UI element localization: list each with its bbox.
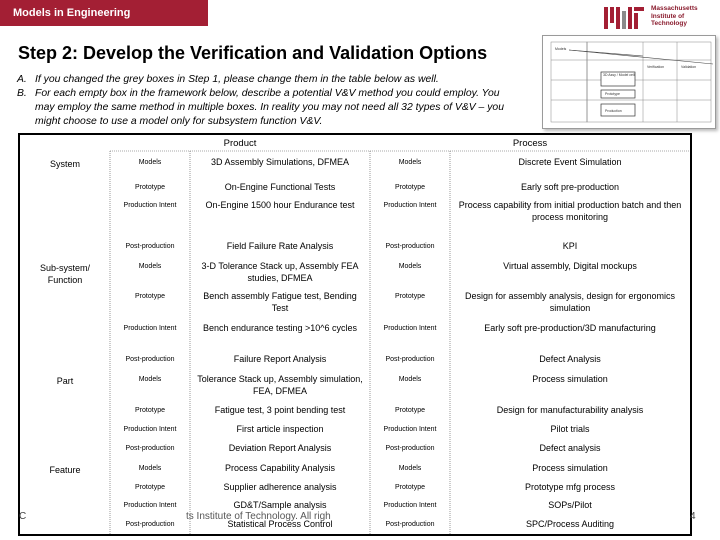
framework-thumbnail: [542, 35, 716, 129]
stage-label: Prototype: [135, 407, 165, 414]
stage-label: Models: [138, 376, 162, 383]
page-number: 4: [690, 511, 696, 522]
stage-label: Production Intent: [383, 325, 437, 332]
framework-thumbnail-image: [543, 36, 715, 128]
thumb-label: Production: [605, 109, 622, 113]
mit-logo-icon: [604, 7, 644, 29]
thumb-label: Models: [555, 47, 567, 51]
column-header-process: Process: [512, 138, 548, 149]
instruction-label: B.: [17, 88, 27, 99]
product-vv-cell[interactable]: Bench endurance testing >10^6 cycles: [202, 323, 358, 333]
stage-label: Post-production: [125, 521, 175, 528]
product-vv-cell[interactable]: Process Capability Analysis: [224, 463, 336, 473]
process-vv-cell[interactable]: Early soft pre-production/3D manufacturing: [484, 323, 656, 333]
stage-label: Models: [398, 465, 422, 472]
instruction-b: [17, 87, 517, 129]
stage-label: Production Intent: [123, 502, 177, 509]
section-tag: Models in Engineering: [0, 0, 208, 26]
product-vv-cell[interactable]: First article inspection: [236, 424, 324, 434]
column-header-product: Product: [223, 138, 257, 149]
instruction-label: A.: [17, 74, 27, 85]
product-vv-cell[interactable]: GD&T/Sample analysis: [233, 500, 327, 510]
stage-label: Post-production: [385, 356, 435, 363]
page-title: Step 2: Develop the Verification and Validation Options: [18, 43, 488, 63]
stage-label: Production Intent: [383, 426, 437, 433]
process-vv-cell[interactable]: Process simulation: [532, 374, 608, 384]
product-vv-cell[interactable]: Fatigue test, 3 point bending test: [214, 405, 346, 415]
stage-label: Prototype: [135, 184, 165, 191]
stage-label: Post-production: [385, 521, 435, 528]
stage-label: Prototype: [135, 293, 165, 300]
process-vv-cell[interactable]: SPC/Process Auditing: [525, 519, 615, 529]
product-vv-cell[interactable]: Tolerance Stack up, Assembly simulation, FEA, DFMEA: [197, 374, 363, 396]
process-vv-cell[interactable]: Process simulation: [532, 463, 608, 473]
process-vv-cell[interactable]: Defect Analysis: [539, 354, 601, 364]
stage-label: Production Intent: [123, 202, 177, 209]
product-vv-cell[interactable]: On-Engine 1500 hour Endurance test: [205, 200, 355, 210]
stage-label: Models: [138, 263, 162, 270]
instruction-text: If you changed the grey boxes in Step 1, please change them in the table below as well.: [35, 74, 439, 85]
stage-label: Prototype: [395, 293, 425, 300]
instruction-a: [17, 73, 517, 87]
stage-label: Production Intent: [383, 202, 437, 209]
stage-label: Production Intent: [123, 325, 177, 332]
process-vv-cell[interactable]: KPI: [562, 241, 578, 251]
thumb-label: Verification: [647, 65, 665, 69]
process-vv-cell[interactable]: Design for manufacturability analysis: [496, 405, 644, 415]
row-level-label: Part: [56, 376, 74, 386]
mit-logo-text: Massachusetts Institute of Technology: [651, 5, 698, 27]
mit-logo: [604, 5, 714, 35]
thumb-label: Validation: [681, 65, 697, 69]
stage-label: Models: [398, 159, 422, 166]
process-vv-cell[interactable]: Discrete Event Simulation: [518, 157, 622, 167]
stage-label: Prototype: [395, 407, 425, 414]
stage-label: Post-production: [125, 243, 175, 250]
row-level-label: Sub-system/ Function: [39, 263, 90, 285]
thumb-label: Prototype: [605, 92, 620, 96]
process-vv-cell[interactable]: Design for assembly analysis, design for ergonomics simulation: [464, 291, 676, 313]
product-vv-cell[interactable]: Bench assembly Fatigue test, Bending Test: [203, 291, 357, 313]
process-vv-cell[interactable]: SOPs/Pilot: [548, 500, 592, 510]
stage-label: Models: [138, 159, 162, 166]
footer-copyright: ts Institute of Technology. All righ: [186, 511, 331, 522]
footer-copyright-start: C: [19, 511, 27, 522]
thumb-label: 3D Assy / Model cell: [603, 73, 635, 77]
stage-label: Post-production: [385, 243, 435, 250]
process-vv-cell[interactable]: Pilot trials: [550, 424, 590, 434]
process-vv-cell[interactable]: Prototype mfg process: [524, 482, 616, 492]
stage-label: Models: [398, 263, 422, 270]
stage-label: Post-production: [125, 356, 175, 363]
process-vv-cell[interactable]: Early soft pre-production: [520, 182, 620, 192]
row-level-label: Feature: [49, 465, 81, 475]
instructions: [17, 73, 517, 129]
vv-framework-table: [18, 133, 692, 536]
product-vv-cell[interactable]: Supplier adherence analysis: [223, 482, 337, 492]
process-vv-cell[interactable]: Process capability from initial production batch and then process monitoring: [458, 200, 682, 222]
stage-label: Prototype: [395, 484, 425, 491]
stage-label: Prototype: [135, 484, 165, 491]
product-vv-cell[interactable]: Field Failure Rate Analysis: [226, 241, 334, 251]
stage-label: Models: [138, 465, 162, 472]
product-vv-cell[interactable]: Statistical Process Control: [227, 519, 333, 529]
stage-label: Production Intent: [383, 502, 437, 509]
instruction-text: For each empty box in the framework below, describe a potential V&V method you could employ. You may employ the same method in multiple boxes. In reality you may not need all 32 types of V&V – you might choose to use a model only for subsystem function V&V.: [35, 88, 504, 127]
row-level-label: System: [49, 159, 80, 169]
product-vv-cell[interactable]: On-Engine Functional Tests: [224, 182, 336, 192]
stage-label: Post-production: [385, 445, 435, 452]
stage-label: Models: [398, 376, 422, 383]
process-vv-cell[interactable]: Defect analysis: [539, 443, 601, 453]
process-vv-cell[interactable]: Virtual assembly, Digital mockups: [503, 261, 637, 271]
product-vv-cell[interactable]: Failure Report Analysis: [233, 354, 327, 364]
product-vv-cell[interactable]: Deviation Report Analysis: [228, 443, 332, 453]
product-vv-cell[interactable]: 3D Assembly Simulations, DFMEA: [210, 157, 350, 167]
stage-label: Post-production: [125, 445, 175, 452]
stage-label: Production Intent: [123, 426, 177, 433]
stage-label: Prototype: [395, 184, 425, 191]
product-vv-cell[interactable]: 3-D Tolerance Stack up, Assembly FEA studies, DFMEA: [201, 261, 359, 283]
